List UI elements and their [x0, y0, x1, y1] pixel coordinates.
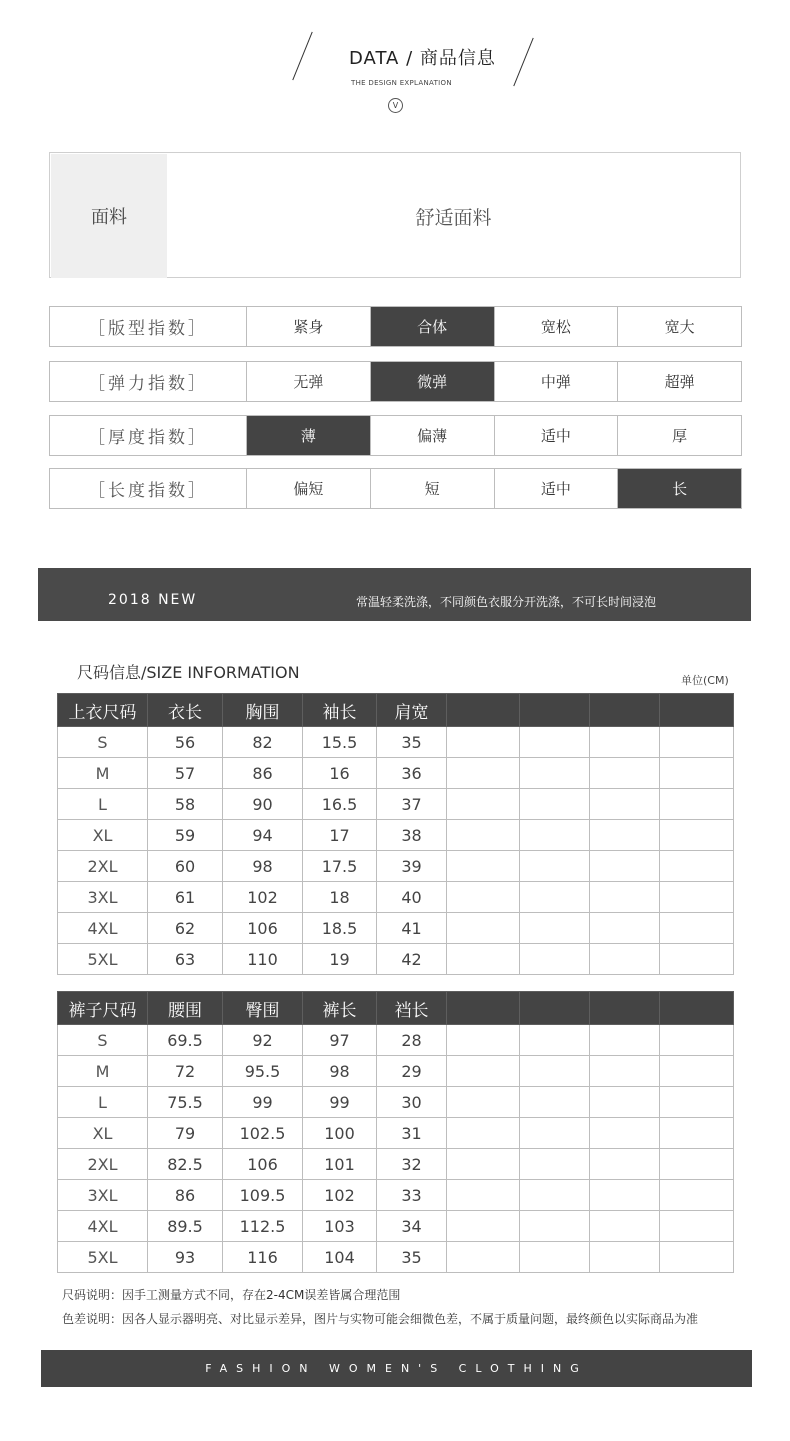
table-header-cell: 肩宽: [377, 694, 447, 727]
table-cell: [447, 1087, 520, 1118]
top-size-table: [57, 693, 734, 975]
table-cell: [520, 1242, 590, 1273]
table-cell: 75.5: [148, 1087, 223, 1118]
table-cell: 34: [377, 1211, 447, 1242]
header-slash-left: [292, 32, 312, 81]
table-cell: 99: [303, 1087, 377, 1118]
table-cell: [660, 820, 734, 851]
index-label: ［长度指数］: [50, 469, 247, 508]
footer-banner: FASHION WOMEN'S CLOTHING: [41, 1350, 752, 1387]
table-cell: 69.5: [148, 1025, 223, 1056]
table-cell: 5XL: [58, 1242, 148, 1273]
table-row: [58, 758, 734, 789]
table-cell: [520, 758, 590, 789]
table-cell: [520, 882, 590, 913]
table-cell: 60: [148, 851, 223, 882]
table-cell: 35: [377, 727, 447, 758]
table-row: [58, 851, 734, 882]
table-cell: 102: [223, 882, 303, 913]
size-info-title: 尺码信息/SIZE INFORMATION: [77, 663, 300, 682]
table-cell: XL: [58, 1118, 148, 1149]
table-row: [58, 1056, 734, 1087]
table-header-cell: [660, 992, 734, 1025]
table-cell: [520, 851, 590, 882]
table-cell: [447, 882, 520, 913]
table-cell: 42: [377, 944, 447, 975]
index-option: 宽大: [664, 318, 695, 336]
table-header-cell: 胸围: [223, 694, 303, 727]
table-cell: [590, 882, 660, 913]
table-cell: [447, 1211, 520, 1242]
table-cell: [590, 1149, 660, 1180]
table-cell: [660, 1211, 734, 1242]
pants-size-table: [57, 991, 734, 1273]
table-cell: [447, 1180, 520, 1211]
page-subtitle: THE DESIGN EXPLANATION: [351, 79, 452, 87]
table-cell: 98: [223, 851, 303, 882]
table-row: [58, 1149, 734, 1180]
table-cell: L: [58, 789, 148, 820]
table-cell: 102.5: [223, 1118, 303, 1149]
table-cell: [660, 1087, 734, 1118]
table-cell: 15.5: [303, 727, 377, 758]
table-cell: [590, 1087, 660, 1118]
table-cell: [447, 789, 520, 820]
table-cell: [660, 851, 734, 882]
table-cell: 40: [377, 882, 447, 913]
index-option: 中弹: [495, 362, 619, 401]
table-row: [58, 1118, 734, 1149]
table-header-cell: 臀围: [223, 992, 303, 1025]
table-row: [58, 1025, 734, 1056]
table-cell: 110: [223, 944, 303, 975]
table-header-cell: 上衣尺码: [58, 694, 148, 727]
table-cell: S: [58, 1025, 148, 1056]
table-cell: [660, 1149, 734, 1180]
header-slash-right: [513, 38, 533, 87]
table-cell: [520, 913, 590, 944]
color-note: 色差说明：因各人显示器明亮、对比显示差异，图片与实物可能会细微色差，不属于质量问题，最终颜色以实际商品为准: [62, 1312, 699, 1326]
table-cell: 30: [377, 1087, 447, 1118]
table-cell: 35: [377, 1242, 447, 1273]
table-cell: [660, 1180, 734, 1211]
table-cell: 72: [148, 1056, 223, 1087]
table-cell: 102: [303, 1180, 377, 1211]
index-row: [49, 468, 742, 509]
index-option: 偏短: [247, 469, 371, 508]
table-row: [58, 944, 734, 975]
table-row: [58, 727, 734, 758]
table-header-cell: 裤长: [303, 992, 377, 1025]
table-cell: [590, 1242, 660, 1273]
table-cell: 36: [377, 758, 447, 789]
table-cell: 82.5: [148, 1149, 223, 1180]
table-header-cell: 裆长: [377, 992, 447, 1025]
table-row: [58, 913, 734, 944]
table-cell: 93: [148, 1242, 223, 1273]
table-cell: 38: [377, 820, 447, 851]
table-cell: 79: [148, 1118, 223, 1149]
table-cell: M: [58, 1056, 148, 1087]
table-cell: [660, 1056, 734, 1087]
index-option-selected: 合体: [371, 307, 495, 346]
table-cell: 18.5: [303, 913, 377, 944]
table-cell: 2XL: [58, 1149, 148, 1180]
table-cell: [447, 1149, 520, 1180]
table-cell: 61: [148, 882, 223, 913]
table-cell: 32: [377, 1149, 447, 1180]
table-cell: [590, 1056, 660, 1087]
table-cell: 63: [148, 944, 223, 975]
table-header-cell: 衣长: [148, 694, 223, 727]
banner-year: 2018 NEW: [108, 592, 198, 608]
table-cell: [520, 1211, 590, 1242]
table-cell: [660, 913, 734, 944]
table-cell: [447, 758, 520, 789]
index-label: ［厚度指数］: [50, 416, 247, 455]
table-cell: 37: [377, 789, 447, 820]
table-cell: [590, 1211, 660, 1242]
table-cell: [590, 820, 660, 851]
table-cell: [590, 789, 660, 820]
table-cell: 17: [303, 820, 377, 851]
table-header-cell: [520, 694, 590, 727]
index-option: 超弹: [664, 373, 695, 391]
table-cell: 112.5: [223, 1211, 303, 1242]
index-label: ［弹力指数］: [50, 362, 247, 401]
index-option: 短: [371, 469, 495, 508]
table-cell: M: [58, 758, 148, 789]
table-cell: 39: [377, 851, 447, 882]
table-cell: 33: [377, 1180, 447, 1211]
table-row: [58, 820, 734, 851]
table-cell: 99: [223, 1087, 303, 1118]
table-cell: [590, 1180, 660, 1211]
table-header-cell: [447, 694, 520, 727]
size-unit: 单位(CM): [681, 674, 729, 687]
table-cell: 109.5: [223, 1180, 303, 1211]
table-cell: [447, 1118, 520, 1149]
table-header-row: [58, 694, 734, 727]
table-cell: [520, 1056, 590, 1087]
table-cell: 97: [303, 1025, 377, 1056]
table-cell: 100: [303, 1118, 377, 1149]
table-cell: 86: [148, 1180, 223, 1211]
table-cell: [520, 1118, 590, 1149]
table-cell: [660, 1118, 734, 1149]
index-option: 厚: [672, 427, 688, 445]
index-row: [49, 415, 742, 456]
table-row: [58, 1087, 734, 1118]
table-cell: [590, 851, 660, 882]
table-cell: 82: [223, 727, 303, 758]
v-circle-icon: V: [388, 98, 403, 113]
table-cell: 116: [223, 1242, 303, 1273]
table-row: [58, 1211, 734, 1242]
table-cell: 3XL: [58, 1180, 148, 1211]
table-cell: [520, 1180, 590, 1211]
table-cell: 106: [223, 1149, 303, 1180]
table-header-cell: [447, 992, 520, 1025]
table-cell: 3XL: [58, 882, 148, 913]
table-cell: 90: [223, 789, 303, 820]
table-cell: 2XL: [58, 851, 148, 882]
table-cell: 18: [303, 882, 377, 913]
table-cell: 59: [148, 820, 223, 851]
table-cell: 5XL: [58, 944, 148, 975]
index-label: ［版型指数］: [50, 307, 247, 346]
table-cell: [520, 789, 590, 820]
index-option: 适中: [495, 416, 619, 455]
index-row: [49, 306, 742, 347]
table-header-cell: [520, 992, 590, 1025]
table-cell: [520, 1025, 590, 1056]
table-cell: 101: [303, 1149, 377, 1180]
table-cell: [520, 1149, 590, 1180]
table-cell: 98: [303, 1056, 377, 1087]
table-header-cell: [660, 694, 734, 727]
table-cell: 4XL: [58, 1211, 148, 1242]
table-header-cell: 腰围: [148, 992, 223, 1025]
table-cell: 57: [148, 758, 223, 789]
fabric-label: 面料: [51, 154, 167, 278]
table-cell: [660, 758, 734, 789]
table-cell: 41: [377, 913, 447, 944]
table-cell: [590, 727, 660, 758]
table-cell: 92: [223, 1025, 303, 1056]
table-cell: S: [58, 727, 148, 758]
table-cell: [520, 820, 590, 851]
table-cell: 31: [377, 1118, 447, 1149]
index-option: 无弹: [247, 362, 371, 401]
table-cell: 106: [223, 913, 303, 944]
table-cell: [590, 913, 660, 944]
index-option: 宽松: [495, 307, 619, 346]
table-cell: 16: [303, 758, 377, 789]
index-option-selected: 微弹: [371, 362, 495, 401]
table-cell: [660, 944, 734, 975]
table-cell: 103: [303, 1211, 377, 1242]
table-cell: [590, 1025, 660, 1056]
table-row: [58, 789, 734, 820]
table-cell: [660, 789, 734, 820]
fabric-box: [49, 152, 741, 278]
table-cell: [447, 727, 520, 758]
table-cell: [660, 882, 734, 913]
table-cell: [660, 727, 734, 758]
table-cell: 62: [148, 913, 223, 944]
care-banner: [38, 568, 751, 621]
index-option: 紧身: [247, 307, 371, 346]
table-cell: [520, 727, 590, 758]
table-cell: 28: [377, 1025, 447, 1056]
table-cell: 16.5: [303, 789, 377, 820]
page-title: DATA / 商品信息: [349, 48, 496, 69]
table-cell: [520, 944, 590, 975]
index-option-selected: 薄: [247, 416, 371, 455]
table-row: [58, 1180, 734, 1211]
index-option-selected: 长: [618, 469, 741, 508]
table-cell: [520, 1087, 590, 1118]
table-header-cell: 裤子尺码: [58, 992, 148, 1025]
table-cell: 95.5: [223, 1056, 303, 1087]
table-cell: [447, 1056, 520, 1087]
table-cell: [660, 1025, 734, 1056]
table-cell: 19: [303, 944, 377, 975]
table-cell: 89.5: [148, 1211, 223, 1242]
table-cell: [447, 820, 520, 851]
index-row: [49, 361, 742, 402]
index-option: 偏薄: [371, 416, 495, 455]
table-cell: 58: [148, 789, 223, 820]
table-cell: 17.5: [303, 851, 377, 882]
size-note: 尺码说明：因手工测量方式不同，存在2-4CM误差皆属合理范围: [62, 1288, 401, 1302]
fabric-value: 舒适面料: [415, 206, 492, 229]
table-header-cell: [590, 694, 660, 727]
table-cell: 86: [223, 758, 303, 789]
table-header-cell: [590, 992, 660, 1025]
table-cell: 56: [148, 727, 223, 758]
table-row: [58, 882, 734, 913]
table-header-row: [58, 992, 734, 1025]
table-cell: [447, 851, 520, 882]
index-option: 适中: [495, 469, 619, 508]
table-cell: [660, 1242, 734, 1273]
table-cell: [447, 1025, 520, 1056]
banner-care-text: 常温轻柔洗涤，不同颜色衣服分开洗涤，不可长时间浸泡: [356, 595, 657, 609]
table-cell: XL: [58, 820, 148, 851]
table-cell: 4XL: [58, 913, 148, 944]
table-cell: [590, 944, 660, 975]
table-cell: [447, 944, 520, 975]
table-cell: [590, 758, 660, 789]
table-cell: [447, 913, 520, 944]
table-cell: 94: [223, 820, 303, 851]
table-cell: 104: [303, 1242, 377, 1273]
table-cell: [447, 1242, 520, 1273]
table-header-cell: 袖长: [303, 694, 377, 727]
table-cell: [590, 1118, 660, 1149]
table-row: [58, 1242, 734, 1273]
table-cell: 29: [377, 1056, 447, 1087]
table-cell: L: [58, 1087, 148, 1118]
